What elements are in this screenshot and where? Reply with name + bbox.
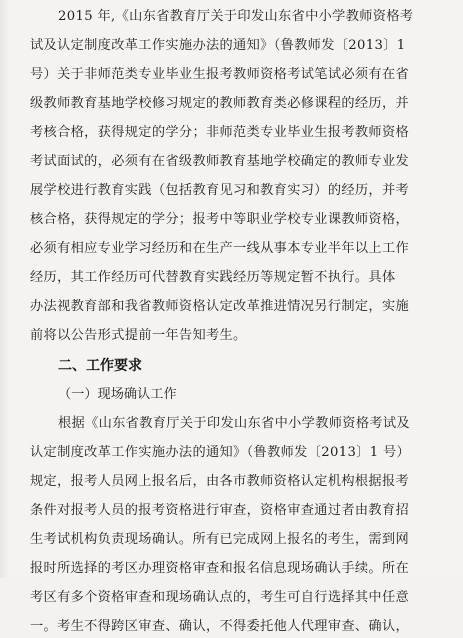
section-heading: 二、工作要求 xyxy=(58,358,142,374)
paragraph2-line-1: 根据《山东省教育厅关于印发山东省中小学教师资格考试及 xyxy=(58,416,410,431)
subsection-heading: （一）现场确认工作 xyxy=(58,387,177,402)
paragraph2-line-4: 条件对报考人员的报考资格进行审查，资格审查通过者由教育招 xyxy=(30,503,410,518)
paragraph1-line-8: 核合格，获得规定的学分；报考中等职业学校专业课教师资格， xyxy=(30,212,410,227)
paragraph1-line-3: 号）关于非师范类专业毕业生报考教师资格考试笔试必须有在省 xyxy=(30,67,410,82)
paragraph2-line-8: 一。考生不得跨区审查、确认，不得委托他人代理审查、确认， xyxy=(30,619,410,634)
paragraph2-line-7: 考区有多个资格审查和现场确认点的，考生可自行选择其中任意 xyxy=(30,590,410,605)
paragraph2-line-5: 生考试机构负责现场确认。所有已完成网上报名的考生，需到网 xyxy=(30,532,410,547)
paragraph1-line-12: 前将以公告形式提前一年告知考生。 xyxy=(30,328,247,343)
paragraph2-line-3: 规定，报考人员网上报名后，由各市教师资格认定机构根据报考 xyxy=(30,474,410,489)
paragraph2-line-6: 报时所选择的考区办理资格审查和报名信息现场确认手续。所在 xyxy=(30,561,410,576)
paragraph1-line-11: 办法视教育部和我省教师资格认定改革推进情况另行制定，实施 xyxy=(30,299,410,314)
paragraph1-line-1: 2015 年,《山东省教育厅关于印发山东省中小学教师资格考 xyxy=(58,9,414,24)
paragraph1-line-4: 级教师教育基地学校修习规定的教师教育类必修课程的经历，并 xyxy=(30,96,410,111)
paragraph2-line-2: 认定制度改革工作实施办法的通知》（鲁教师发〔2013〕1 号） xyxy=(30,445,411,460)
paragraph1-line-2: 试及认定制度改革工作实施办法的通知》（鲁教师发〔2013〕1 xyxy=(30,38,406,53)
paragraph1-line-7: 展学校进行教育实践（包括教育见习和教育实习）的经历，并考 xyxy=(30,183,410,198)
page-fold-shadow xyxy=(0,0,8,578)
paragraph1-line-6: 考试面试的，必须有在省级教师教育基地学校确定的教师专业发 xyxy=(30,154,410,169)
paragraph1-line-9: 必须有相应专业学习经历和在生产一线从事本专业半年以上工作 xyxy=(30,241,410,256)
paragraph1-line-10: 经历，其工作经历可代替教育实践经历等规定暂不执行。具体 xyxy=(30,270,396,285)
paragraph1-line-5: 考核合格，获得规定的学分；非师范类专业毕业生报考教师资格 xyxy=(30,125,410,140)
